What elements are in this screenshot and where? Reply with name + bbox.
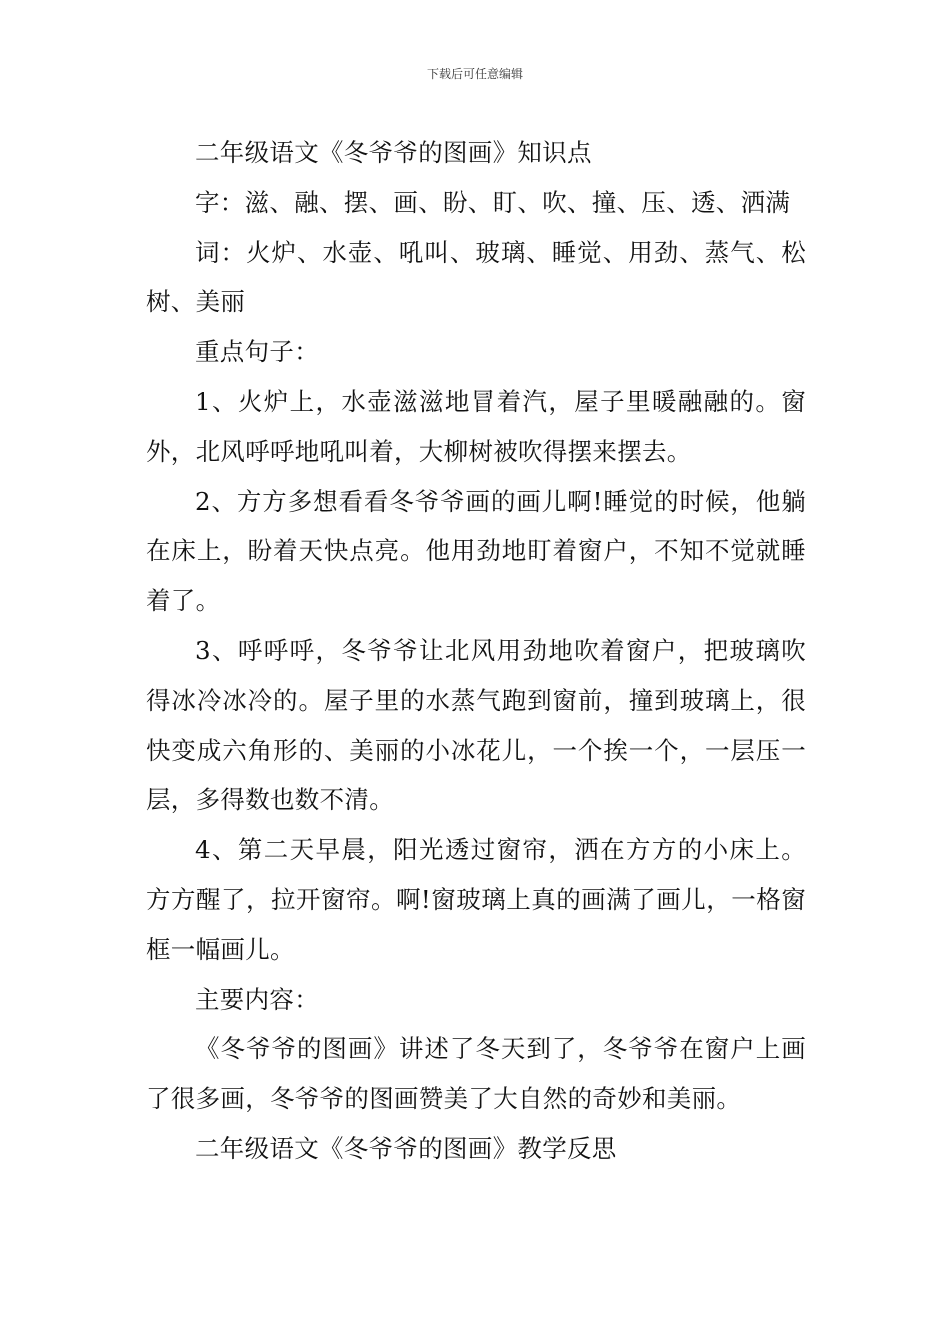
sentence-paragraph: 2、方方多想看看冬爷爷画的画儿啊!睡觉的时候，他躺在床上，盼着天快点亮。他用劲地盯着窗户，不知不觉就睡着了。: [146, 486, 806, 616]
words-line: 词：火炉、水壶、吼叫、玻璃、睡觉、用劲、蒸气、松树、美丽: [146, 237, 806, 317]
sentence-paragraph: 3、呼呼呼，冬爷爷让北风用劲地吹着窗户，把玻璃吹得冰冷冰冷的。屋子里的水蒸气跑到窗前，撞到玻璃上，很快变成六角形的、美丽的小冰花儿，一个挨一个，一层压一层，多得数也数不清。: [146, 635, 806, 815]
document-body: [146, 128, 806, 1174]
document-title: 二年级语文《冬爷爷的图画》知识点: [195, 138, 592, 167]
characters-line: 字：滋、融、摆、画、盼、盯、吹、撞、压、透、洒满: [195, 187, 791, 217]
sentence-paragraph: 1、火炉上，水壶滋滋地冒着汽，屋子里暖融融的。窗外，北风呼呼地吼叫着，大柳树被吹得摆来摆去。: [146, 386, 806, 466]
reflection-title: 二年级语文《冬爷爷的图画》教学反思: [195, 1133, 617, 1163]
page-header-note: 下载后可任意编辑: [426, 67, 523, 81]
main-content-heading: 主要内容：: [195, 984, 319, 1014]
sentence-paragraph: 4、第二天早晨，阳光透过窗帘，洒在方方的小床上。方方醒了，拉开窗帘。啊!窗玻璃上真的画满了画儿，一格窗框一幅画儿。: [146, 835, 806, 964]
key-sentences-heading: 重点句子：: [195, 337, 319, 367]
main-content-paragraph: 《冬爷爷的图画》讲述了冬天到了，冬爷爷在窗户上画了很多画，冬爷爷的图画赞美了大自然的奇妙和美丽。: [146, 1034, 806, 1114]
